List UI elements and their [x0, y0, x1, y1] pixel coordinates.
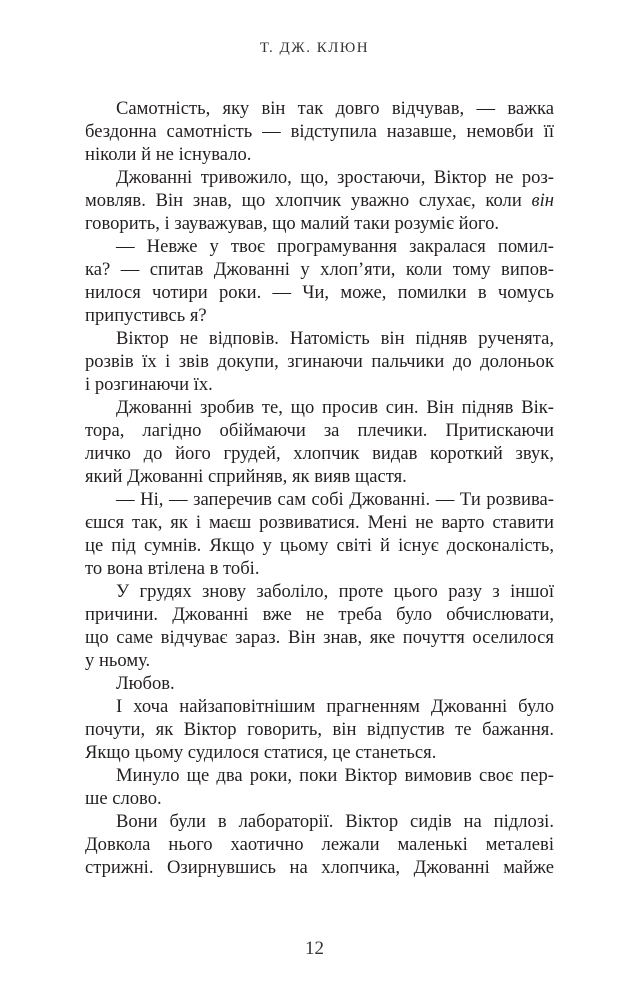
text-line: що саме відчуває зараз. Він знав, яке почуття оселилося	[85, 627, 554, 648]
text-line: стрижні. Озирнувшись на хлопчика, Джованні майже	[85, 857, 554, 878]
text-line: Довкола нього хаотично лежали маленькі металеві	[85, 834, 554, 855]
text-line: у ньому.	[85, 650, 151, 671]
text-line: ніколи й не існувало.	[85, 144, 252, 165]
paragraph	[85, 580, 554, 672]
text-line: говорить, і зауважував, що малий таки розуміє його.	[85, 213, 500, 234]
text-line: причини. Джованні вже не треба було обчислювати,	[85, 604, 554, 625]
text-line: єшся так, як і маєш розвиватися. Мені не варто ставити	[85, 512, 554, 533]
text-line: розвів їх і звів докупи, згинаючи пальчики до долоньок	[85, 351, 554, 372]
emphasis: він	[531, 190, 554, 211]
text-line: то вона втілена в тобі.	[85, 558, 260, 579]
paragraph	[85, 695, 554, 764]
text-line: Самотність, яку він так довго відчував, — важка	[116, 98, 554, 119]
page-number: 12	[305, 938, 324, 959]
text-line: Любов.	[116, 673, 175, 694]
paragraph	[85, 810, 554, 879]
text-line: мовляв. Він знав, що хлопчик уважно слухає, коли він	[85, 190, 554, 211]
paragraph	[85, 396, 554, 488]
text-line: У грудях знову заболіло, проте цього разу з іншої	[116, 581, 554, 602]
text-line: ше слово.	[85, 788, 162, 809]
paragraph	[85, 672, 554, 695]
text-line: Якщо цьому судилося статися, це станеться.	[85, 742, 437, 763]
paragraph	[85, 235, 554, 327]
body-text	[85, 97, 554, 879]
text-line: — Ні, — заперечив сам собі Джованні. — Ти розвива-	[116, 489, 554, 510]
text-line: ка? — спитав Джованні у хлоп’яти, коли тому випов-	[85, 259, 554, 280]
text-line: Джованні зробив те, що просив син. Він підняв Вік-	[116, 397, 554, 418]
text-line: — Невже у твоє програмування закралася помил-	[116, 236, 554, 257]
text-line: це під сумнів. Якщо у цьому світі й існує досконалість,	[85, 535, 554, 556]
text-line: І хоча найзаповітнішим прагненням Джованні було	[116, 696, 554, 717]
paragraph	[85, 764, 554, 810]
text-line: Джованні тривожило, що, зростаючи, Віктор не роз-	[116, 167, 554, 188]
text-line: личко до його грудей, хлопчик видав короткий звук,	[85, 443, 554, 464]
paragraph	[85, 97, 554, 166]
text-line: тора, лагідно обіймаючи за плечики. Притискаючи	[85, 420, 554, 441]
running-header: Т. ДЖ. КЛЮН	[259, 40, 370, 56]
text-line: почути, як Віктор говорить, він відпустив те бажання.	[85, 719, 554, 740]
text-line: Минуло ще два роки, поки Віктор вимовив своє пер-	[116, 765, 554, 786]
text-line: нилося чотири роки. — Чи, може, помилки в чомусь	[85, 282, 554, 303]
paragraph	[85, 166, 554, 235]
paragraph	[85, 488, 554, 580]
paragraph	[85, 327, 554, 396]
text-line: і розгинаючи їх.	[85, 374, 213, 395]
text-line: Вони були в лабораторії. Віктор сидів на підлозі.	[116, 811, 554, 832]
text-line: бездонна самотність — відступила назавше, немовби її	[85, 121, 554, 142]
text-line: припустивсь я?	[85, 305, 207, 326]
text-line: Віктор не відповів. Натомість він підняв рученята,	[116, 328, 554, 349]
text-line: який Джованні сприйняв, як вияв щастя.	[85, 466, 407, 487]
